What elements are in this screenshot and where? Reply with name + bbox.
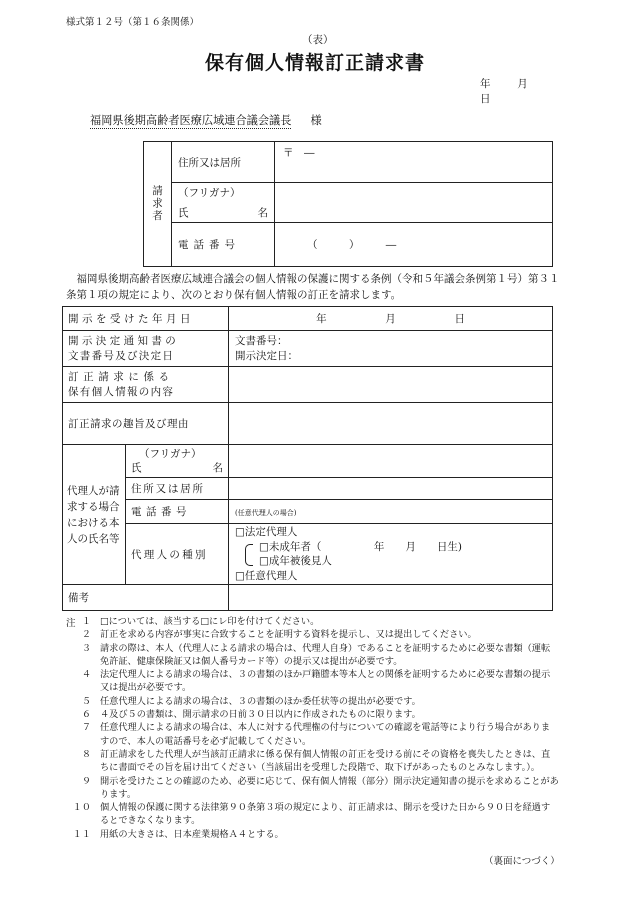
note-text: □については、該当する□にレ印を付けてください。 <box>100 616 320 627</box>
phone-label: 電話番号 <box>178 239 240 251</box>
voluntary-rep-checkbox[interactable]: □任意代理人 <box>235 569 298 582</box>
note-item <box>66 615 559 628</box>
agent-address-label-cell <box>126 478 229 500</box>
note-item <box>66 721 559 748</box>
agent-phone-label: 電話番号 <box>131 506 191 518</box>
note-number: ８ <box>81 748 91 760</box>
notice-label-1: 開示決定通知書の <box>68 334 180 347</box>
note-number: ２ <box>81 629 91 641</box>
note-text: 個人情報の保護に関する法律第９０条第３項の規定により、訂正請求は、開示を受けた日から９０日を経過するとできなくなります。 <box>100 802 551 827</box>
postal-mark: 〒 ― <box>283 147 315 159</box>
bracket <box>245 544 253 566</box>
form-number: 様式第１２号（第１６条関係） <box>66 17 200 28</box>
agent-phone-note: (任意代理人の場合) <box>235 508 297 517</box>
agent-name-2: 名 <box>212 462 223 474</box>
disclosure-date-field[interactable] <box>229 307 553 331</box>
name-field[interactable] <box>275 183 553 223</box>
disclosure-date-label: 開示を受けた年月日 <box>68 313 194 325</box>
note-item <box>66 642 559 669</box>
notice-label-cell <box>63 331 229 367</box>
note-number: １１ <box>72 828 91 840</box>
reason-label-cell <box>63 403 229 445</box>
agent-phone-label-cell <box>126 500 229 524</box>
remarks-field[interactable] <box>229 585 553 611</box>
side-label: （表） <box>302 34 334 46</box>
remarks-label: 備考 <box>68 592 89 604</box>
note-text: 訂正請求をした代理人が当該訂正請求に係る保有個人情報の訂正を受ける前にその資格を喪失したときは、直ちに書面でその旨を届け出てください（当該届出を受理した段階で、取下げがあったものとみなします。）。 <box>100 748 551 774</box>
agent-group-label: 代理人が請求する場合における本人の氏名等 <box>67 484 120 545</box>
note-item <box>66 801 559 828</box>
name-label-cell <box>172 183 275 223</box>
agent-type-label-cell <box>126 524 229 585</box>
agent-address-label: 住所又は居所 <box>131 483 205 495</box>
decision-date-label: 開示決定日： <box>235 349 298 362</box>
phone-format: （ ） ― <box>307 239 397 251</box>
note-item <box>66 668 559 695</box>
note-number: ６ <box>81 709 91 721</box>
note-item <box>66 628 559 641</box>
furigana-label: （フリガナ） <box>178 187 241 199</box>
reason-field[interactable] <box>229 403 553 445</box>
content-label-1: 訂正請求に係る <box>68 370 174 383</box>
notice-label-2: 文書番号及び決定日 <box>68 349 175 362</box>
doc-number-label: 文書番号： <box>235 334 288 347</box>
intro-text: 福岡県後期高齢者医療広域連合議会の個人情報の保護に関する条例（令和５年議会条例第１号）第３１条第１項の規定により、次のとおり保有個人情報の訂正を請求します。 <box>66 273 560 301</box>
note-number: ７ <box>81 722 91 734</box>
date-year: 年 <box>480 78 491 90</box>
phone-field[interactable] <box>275 223 553 267</box>
minor-checkbox[interactable]: □未成年者（ 年 月 日生) <box>259 540 463 553</box>
agent-address-field[interactable] <box>229 478 553 500</box>
note-text: 訂正を求める内容が事実に合致することを証明する資料を提示し、又は提出してください。 <box>100 629 477 641</box>
notes-list <box>66 615 559 841</box>
legal-rep-checkbox[interactable]: □法定代理人 <box>235 526 298 538</box>
adult-ward-checkbox[interactable]: □成年被後見人 <box>259 555 332 567</box>
date-month: 月 <box>517 78 528 90</box>
agent-name-field[interactable] <box>229 445 553 478</box>
notice-field[interactable] <box>229 331 553 367</box>
agent-group-label-cell <box>63 445 126 585</box>
agent-furigana: （フリガナ） <box>139 448 202 460</box>
content-field[interactable] <box>229 367 553 403</box>
date-day: 日 <box>480 93 491 105</box>
main-table <box>62 306 553 611</box>
addressee-name: 福岡県後期高齢者医療広域連合議会議長 <box>90 114 292 127</box>
disclosure-month: 月 <box>385 313 396 325</box>
note-item <box>66 708 559 721</box>
note-number: １０ <box>72 802 91 814</box>
note-text: 任意代理人による請求の場合は、３の書類のほか委任状等の提出が必要です。 <box>100 695 421 707</box>
note-text: 任意代理人による請求の場合は、本人に対する代理権の付与についての確認を電話等により行う場合がありますので、本人の電話番号を必ず記載してください。 <box>100 722 551 747</box>
continued-label: （裏面につづく） <box>484 856 560 867</box>
page-title: 保有個人情報訂正請求書 <box>204 52 425 74</box>
address-field[interactable] <box>275 142 553 183</box>
agent-type-field <box>229 524 553 585</box>
name-label-1: 氏 <box>178 207 189 219</box>
disclosure-date-label-cell <box>63 307 229 331</box>
notes-label: 注 <box>66 618 76 629</box>
content-label-2: 保有個人情報の内容 <box>68 385 175 398</box>
note-number: ５ <box>81 695 91 707</box>
disclosure-day: 日 <box>454 313 465 325</box>
content-label-cell <box>63 367 229 403</box>
agent-type-label: 代理人の種別 <box>131 548 208 561</box>
name-label-2: 名 <box>257 207 268 219</box>
note-text: 法定代理人による請求の場合は、３の書類のほか戸籍謄本等本人との関係を証明するために必要な書類の提示又は提出が必要です。 <box>100 669 551 694</box>
note-number: ４ <box>81 669 91 681</box>
requester-label: 請求者 <box>151 185 163 223</box>
date-line <box>480 76 560 106</box>
addressee-honorific: 様 <box>310 114 322 127</box>
note-text: ４及び５の書類は、開示請求の日前３０日以内に作成されたものに限ります。 <box>100 709 421 721</box>
note-number: １ <box>81 616 91 627</box>
note-item <box>66 695 559 708</box>
note-item <box>66 775 559 802</box>
remarks-label-cell <box>63 585 229 611</box>
addressee <box>90 112 322 128</box>
note-item <box>66 748 559 775</box>
address-label-cell <box>172 142 275 183</box>
agent-name-label-cell <box>126 445 229 478</box>
address-label: 住所又は居所 <box>178 156 241 169</box>
note-text: 請求の際は、本人（代理人による請求の場合は、代理人自身）であることを証明するために必要な書類（運転免許証、健康保険証又は個人番号カード等）の提示又は提出が必要です。 <box>100 642 551 667</box>
note-item <box>66 828 559 841</box>
note-text: 開示を受けたことの確認のため、必要に応じて、保有個人情報（部分）開示決定通知書の提示を求めることがあります。 <box>100 775 559 800</box>
agent-name-1: 氏 <box>131 462 142 474</box>
note-text: 用紙の大きさは、日本産業規格Ａ４とする。 <box>100 828 284 840</box>
requester-label-cell <box>144 142 172 267</box>
phone-label-cell <box>172 223 275 267</box>
agent-phone-field[interactable] <box>229 500 553 524</box>
note-number: ９ <box>81 775 91 787</box>
note-number: ３ <box>81 642 91 654</box>
reason-label: 訂正請求の趣旨及び理由 <box>68 418 189 430</box>
disclosure-year: 年 <box>316 313 327 325</box>
requester-table <box>143 141 553 267</box>
